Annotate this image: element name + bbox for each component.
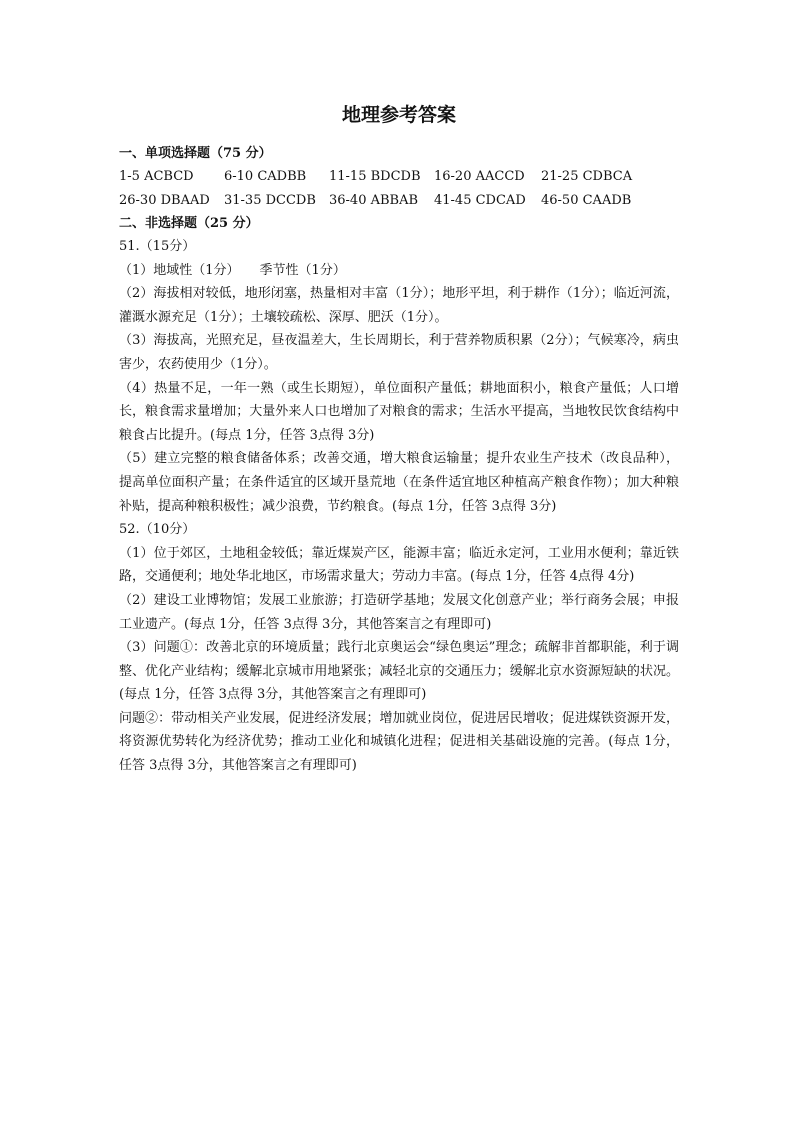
section-heading-multiple-choice: 一、单项选择题（75 分） bbox=[119, 146, 272, 161]
mc-answer-group: 41-45 CDCAD bbox=[434, 192, 526, 208]
answer-document bbox=[119, 100, 679, 778]
answer-part: （1）地域性（1分） bbox=[119, 262, 240, 278]
mc-answer-group: 6-10 CADBB bbox=[224, 169, 307, 184]
mc-answer-row-1 bbox=[119, 165, 679, 189]
question-51-answer-3: （3）海拔高，光照充足，昼夜温差大，生长周期长，利于营养物质积累（2分）；气候寒冷，病虫害少，农药使用少（1分）。 bbox=[119, 333, 679, 372]
mc-answer-group: 31-35 DCCDB bbox=[224, 192, 316, 208]
question-52-answer-2: （2）建设工业博物馆；发展工业旅游；打造研学基地；发展文化创意产业；举行商务会展；申报工业遗产。(每点 1分，任答 3点得 3分，其他答案言之有理即可) bbox=[119, 592, 679, 632]
question-52-answer-3: （3）问题①：改善北京的环境质量；践行北京奥运会“绿色奥运”理念；疏解非首都职能，利于调整、优化产业结构；缓解北京城市用地紧张；减轻北京的交通压力；缓解北京水资源短缺的状况。(每点 1分，任答 3点得 3分，其他答案言之有理即可) bbox=[119, 640, 679, 703]
question-52-answer-4: 问题②：带动相关产业发展，促进经济发展；增加就业岗位，促进居民增收；促进煤铁资源开发，将资源优势转化为经济优势；推动工业化和城镇化进程；促进相关基础设施的完善。(每点 1分，任答 3点得 3分，其他答案言之有理即可) bbox=[119, 710, 679, 774]
mc-answer-row-2 bbox=[119, 189, 679, 213]
question-52-label: 52.（10分） bbox=[119, 522, 196, 538]
mc-answer-group: 16-20 AACCD bbox=[434, 169, 525, 184]
question-51-answer-1 bbox=[119, 259, 679, 283]
mc-answer-group: 46-50 CAADB bbox=[541, 192, 632, 208]
question-51-answer-2: （2）海拔相对较低，地形闭塞，热量相对丰富（1分）；地形平坦，利于耕作（1分）；临近河流，灌溉水源充足（1分）；土壤较疏松、深厚、肥沃（1分）。 bbox=[119, 286, 679, 325]
question-51-answer-4: （4）热量不足，一年一熟（或生长期短），单位面积产量低；耕地面积小，粮食产量低；人口增长，粮食需求量增加；大量外来人口也增加了对粮食的需求；生活水平提高，当地牧民饮食结构中粮食占比提升。(每点 1分，任答 3点得 3分) bbox=[119, 380, 679, 443]
mc-answer-group: 26-30 DBAAD bbox=[119, 192, 210, 208]
mc-answer-group: 1-5 ACBCD bbox=[119, 169, 194, 184]
question-51-answer-5: （5）建立完整的粮食储备体系；改善交通，增大粮食运输量；提升农业生产技术（改良品种），提高单位面积产量；在条件适宜的区域开垦荒地（在条件适宜地区种植高产粮食作物）；加大种粮补贴，提高种粮积极性；减少浪费，节约粮食。(每点 1分，任答 3点得 3分) bbox=[119, 451, 679, 514]
section-heading-non-choice: 二、非选择题（25 分） bbox=[119, 216, 259, 231]
question-52-answer-1: （1）位于郊区，土地租金较低；靠近煤炭产区，能源丰富；临近永定河，工业用水便利；靠近铁路，交通便利；地处华北地区，市场需求量大；劳动力丰富。(每点 1分，任答 4点得 4分) bbox=[119, 545, 679, 585]
page-title: 地理参考答案 bbox=[341, 104, 456, 126]
mc-answer-group: 36-40 ABBAB bbox=[329, 192, 419, 208]
answer-part: 季节性（1分） bbox=[259, 262, 346, 278]
mc-answer-group: 11-15 BDCDB bbox=[329, 169, 421, 184]
mc-answer-group: 21-25 CDBCA bbox=[541, 169, 633, 184]
question-51-label: 51.（15分） bbox=[119, 239, 196, 254]
